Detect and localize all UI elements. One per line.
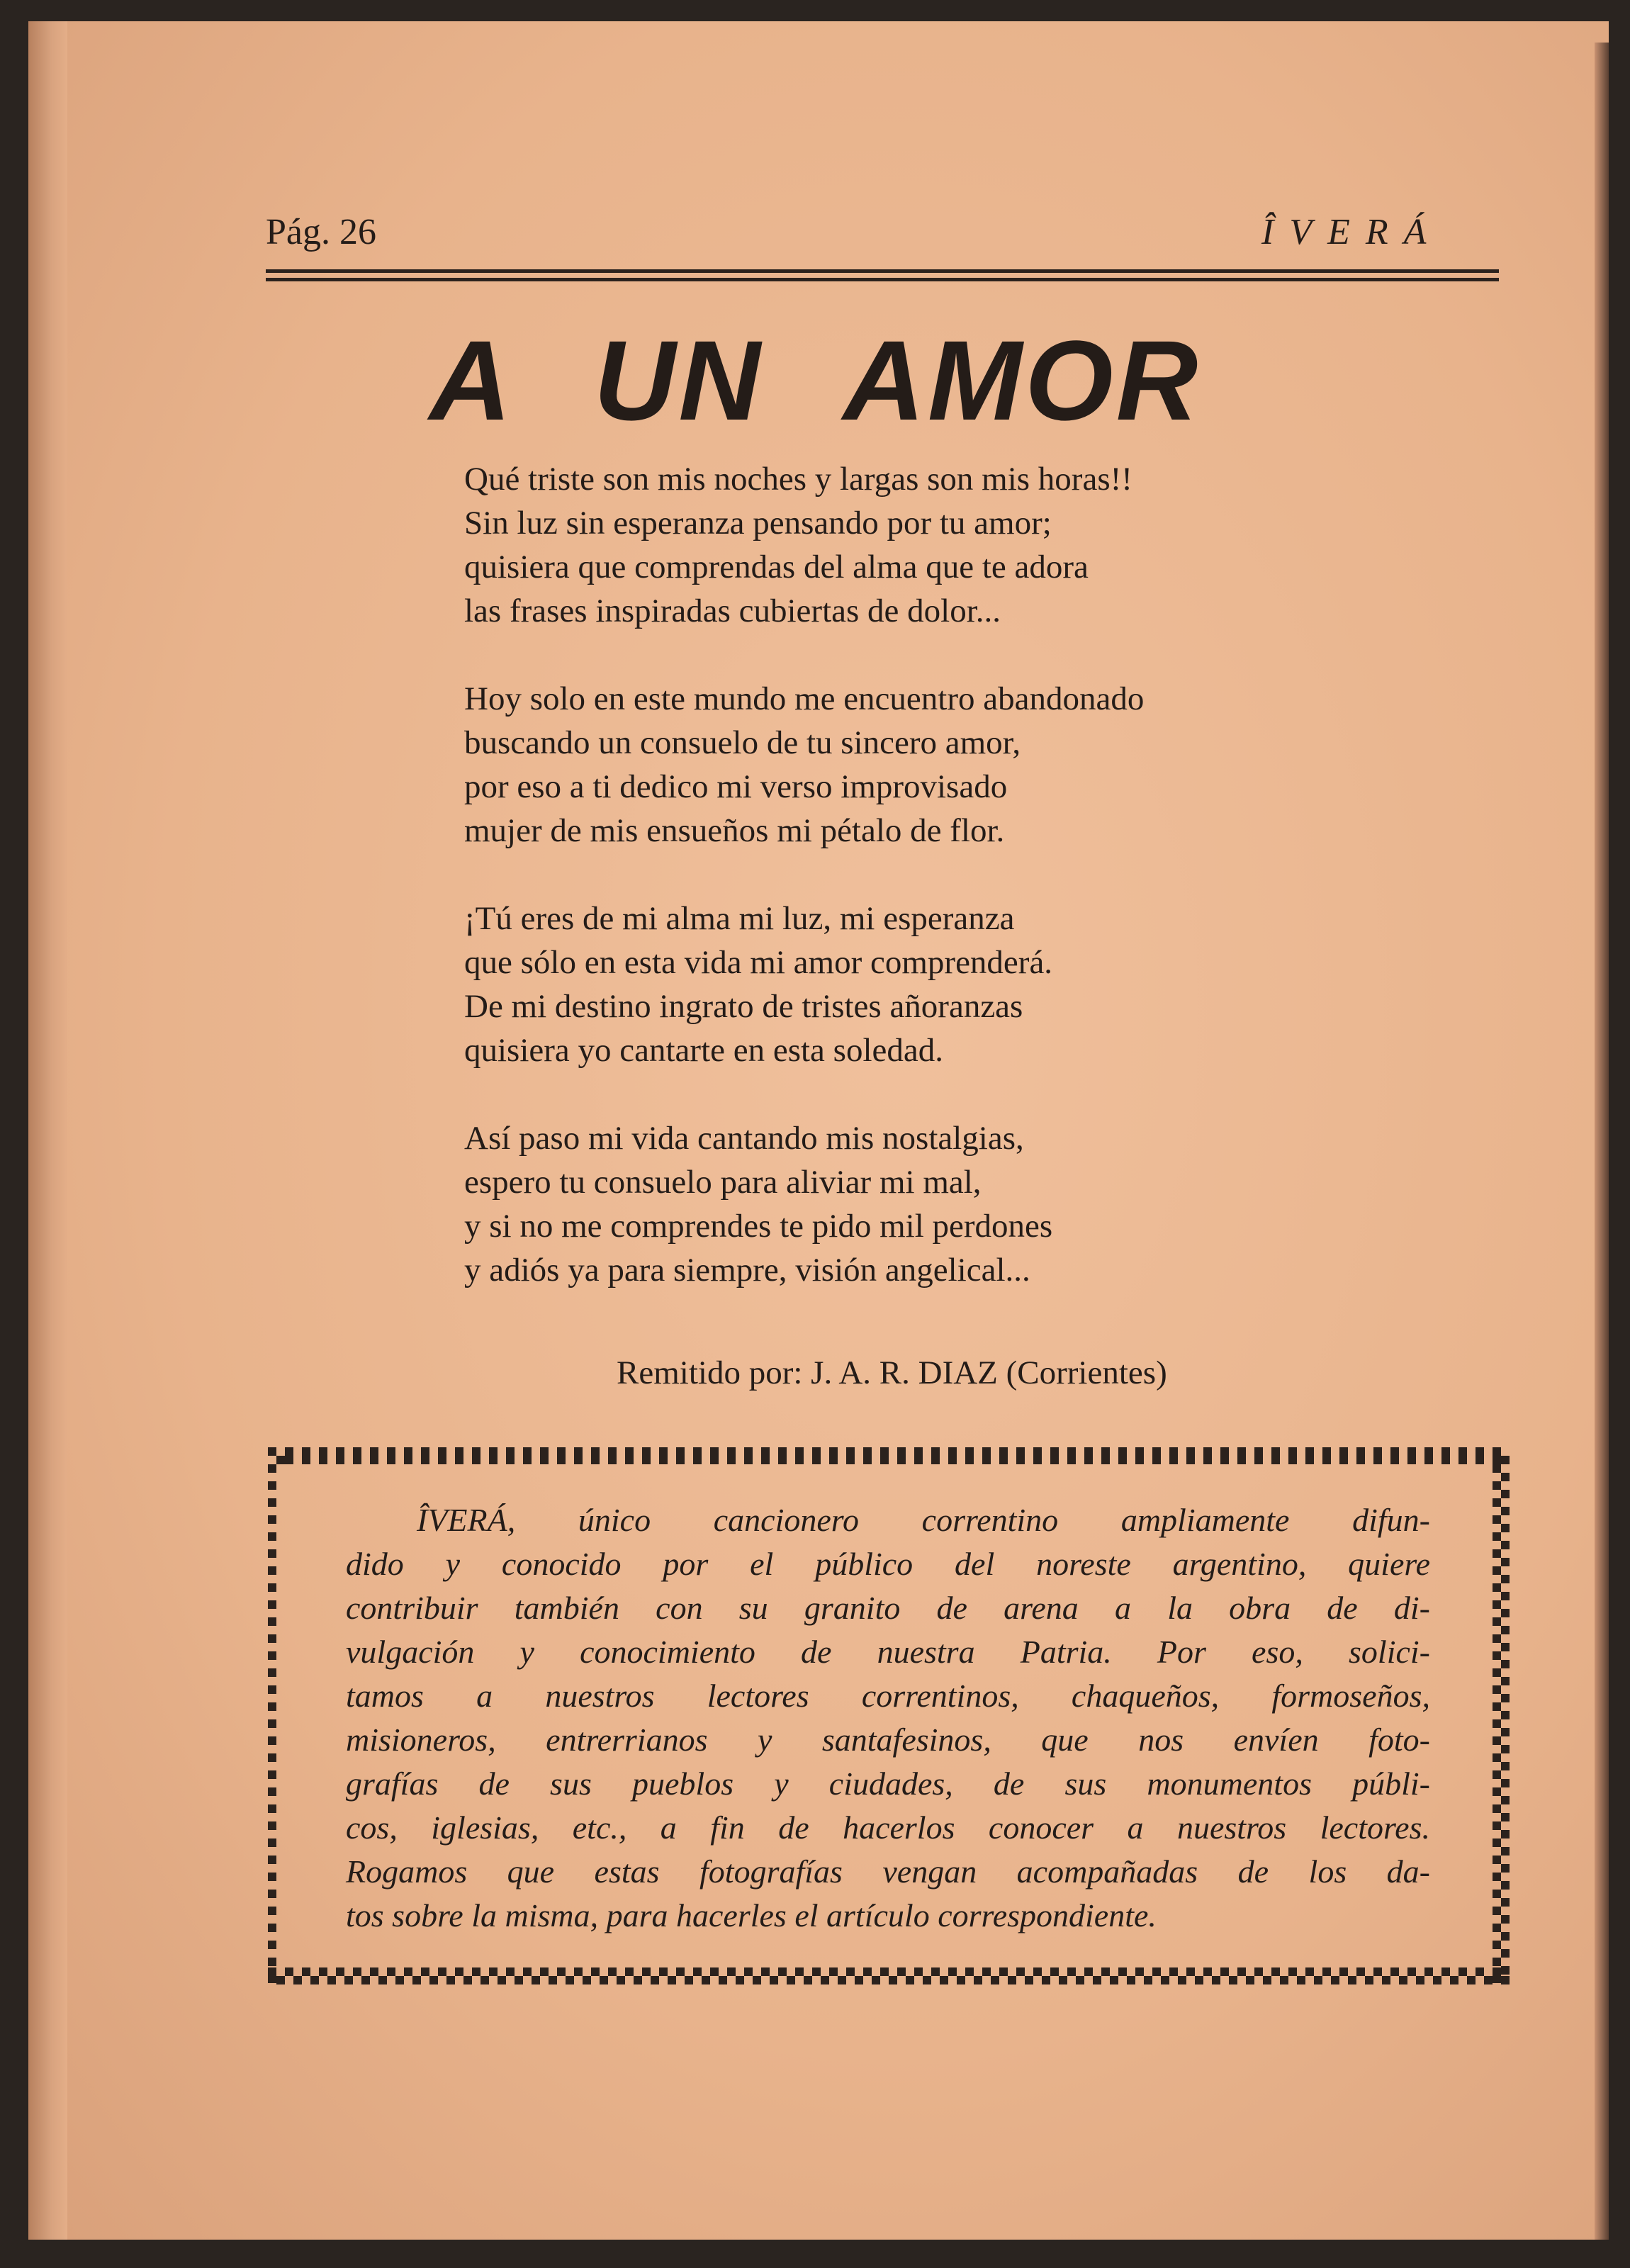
notice-line: ÎVERÁ, único cancionero correntino ampliamente difun-: [417, 1502, 1430, 1538]
notice-line: contribuir también con su granito de arena a la obra de di-: [346, 1590, 1430, 1626]
verse: De mi destino ingrato de tristes añoranzas: [464, 988, 1023, 1025]
page-number: Pág. 26: [266, 212, 376, 252]
checkered-border-bottom: [268, 1976, 1510, 1984]
stanza: [464, 897, 1144, 1072]
checkered-border-bottom: [268, 1967, 1510, 1976]
notice-line: tamos a nuestros lectores correntinos, chaqueños, formoseños,: [346, 1678, 1430, 1714]
notice-line: tos sobre la misma, para hacerles el artículo correspondiente.: [346, 1897, 1157, 1933]
notice-line: cos, iglesias, etc., a fin de hacerlos conocer a nuestros lectores.: [346, 1809, 1430, 1846]
checkered-border-left: [268, 1447, 276, 1984]
notice-line: Rogamos que estas fotografías vengan acompañadas de los da-: [346, 1853, 1430, 1890]
checkered-border-right: [1501, 1456, 1510, 1984]
notice-line: grafías de sus pueblos y ciudades, de sus monumentos públi-: [346, 1765, 1430, 1802]
notice-line: misioneros, entrerrianos y santafesinos, que nos envíen foto-: [346, 1722, 1430, 1758]
checkered-border-top: [276, 1456, 1510, 1464]
notice-line: vulgación y conocimiento de nuestra Patria. Por eso, solici-: [346, 1634, 1430, 1670]
poem-title: A UN AMOR: [429, 317, 1201, 444]
verse: Hoy solo en este mundo me encuentro abandonado: [464, 680, 1145, 717]
poem: [464, 457, 1144, 1336]
stanza: [464, 1116, 1144, 1292]
checkered-border-right: [1493, 1447, 1501, 1984]
verse: y si no me comprendes te pido mil perdones: [464, 1208, 1053, 1245]
verse: quisiera que comprendas del alma que te adora: [464, 549, 1089, 585]
notice-box: [268, 1447, 1510, 1984]
stanza: [464, 457, 1144, 633]
magazine-name: ÎVERÁ: [1261, 212, 1442, 252]
header-rule: [266, 278, 1499, 281]
verse: por eso a ti dedico mi verso improvisado: [464, 768, 1008, 805]
verse: espero tu consuelo para aliviar mi mal,: [464, 1164, 982, 1201]
notice-text: [346, 1498, 1430, 1938]
verse: y adiós ya para siempre, visión angelical...: [464, 1252, 1030, 1289]
verse: quisiera yo cantarte en esta soledad.: [464, 1032, 943, 1069]
header-rule: [266, 269, 1499, 273]
verse: las frases inspiradas cubiertas de dolor...: [464, 593, 1001, 629]
stanza: [464, 677, 1144, 853]
verse: ¡Tú eres de mi alma mi luz, mi esperanza: [464, 900, 1015, 937]
verse: que sólo en esta vida mi amor comprenderá.: [464, 944, 1053, 981]
checkered-border-top: [268, 1447, 1510, 1456]
verse: Así paso mi vida cantando mis nostalgias,: [464, 1120, 1024, 1157]
verse: Sin luz sin esperanza pensando por tu amor;: [464, 505, 1052, 541]
verse: Qué triste son mis noches y largas son mis horas!!: [464, 461, 1132, 498]
poem-credit: Remitido por: J. A. R. DIAZ (Corrientes): [617, 1354, 1167, 1391]
verse: buscando un consuelo de tu sincero amor,: [464, 724, 1021, 761]
notice-line: dido y conocido por el público del noreste argentino, quiere: [346, 1546, 1430, 1582]
verse: mujer de mis ensueños mi pétalo de flor.: [464, 812, 1005, 849]
